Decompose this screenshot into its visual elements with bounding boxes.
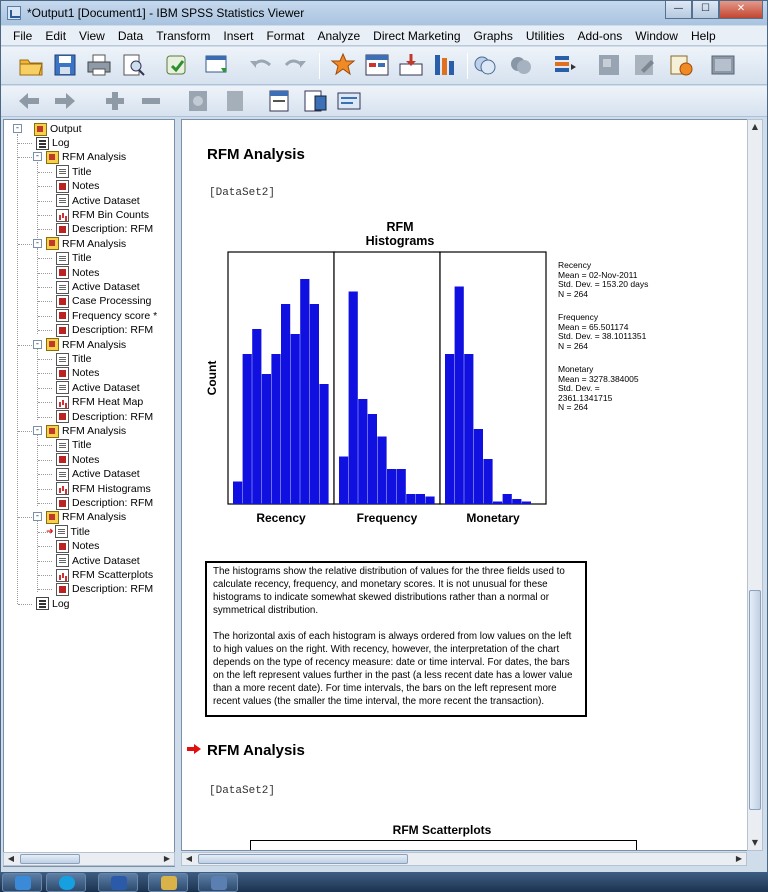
description-paragraph-2: The horizontal axis of each histogram is always ordered from low values on the left to high values on the right. With recency, however, the interpretation of the chart depends on the type of recency measure: date or time interval. For dates, the bars on the left represent values further in the past (a less recent date has a lower value than a more recent date). For time intervals, the bars on the left represent more recent values (the smaller the time interval, the more recent the transaction). [213, 631, 573, 707]
description-paragraph-1: The histograms show the relative distribution of values for the three fields used to calculate recency, frequency, and monetary scores. It is not unusual for these histograms to indicate somewhat skewed distributions rather than a normal or symmetrical distribution. [213, 566, 565, 616]
tree-item-label: RFM Analysis [62, 151, 127, 164]
redo-icon[interactable] [281, 52, 309, 78]
redoc-icon [56, 497, 69, 510]
scroll-right-arrow-icon[interactable]: ▶ [163, 854, 171, 863]
tree-item[interactable] [46, 525, 90, 539]
tree-connector [38, 359, 52, 360]
window-title: *Output1 [Document1] - IBM SPSS Statistics Viewer [27, 6, 305, 20]
vertical-scroll-thumb[interactable] [749, 590, 761, 810]
dataset-label-1: [DataSet2] [209, 187, 276, 199]
outline-navigator-pane[interactable] [3, 119, 175, 867]
stats-line: Mean = 3278.384005 [558, 373, 639, 384]
book-icon [46, 151, 59, 164]
tree-connector [38, 489, 52, 490]
histogram-bar [493, 502, 502, 505]
tree-item[interactable] [56, 309, 157, 323]
menu-add-ons[interactable]: Add-ons [577, 29, 623, 43]
stats-frequency [558, 313, 646, 351]
content-horizontal-scrollbar[interactable] [181, 852, 747, 866]
tree-item-label: Active Dataset [72, 381, 140, 394]
value-labels-icon[interactable] [507, 52, 535, 78]
redoc-icon [56, 309, 69, 322]
skype-icon [59, 876, 75, 890]
redoc-icon [56, 266, 69, 279]
doc-icon [56, 381, 69, 394]
insert-text-icon[interactable] [335, 88, 363, 114]
scroll-down-arrow-icon[interactable]: ▼ [751, 838, 759, 847]
tree-connector [38, 301, 52, 302]
tree-connector [38, 273, 52, 274]
tree-item[interactable] [46, 338, 126, 352]
insert-data-icon[interactable] [397, 52, 425, 78]
tree-connector [38, 445, 52, 446]
tree-item-label: Title [72, 439, 92, 452]
chart-icon [56, 482, 69, 495]
menu-format[interactable]: Format [266, 29, 305, 43]
tree-item[interactable] [56, 222, 153, 236]
panel-label: Recency [256, 511, 306, 525]
menu-edit[interactable]: Edit [45, 29, 67, 43]
dataset-label-2: [DataSet2] [209, 785, 276, 797]
expander-rfm-analysis[interactable]: - [34, 338, 41, 349]
stats-line: Std. Dev. = 38.1011351 [558, 331, 647, 341]
menu-data[interactable]: Data [117, 29, 144, 43]
doc-icon [56, 554, 69, 567]
histogram-bar [503, 494, 512, 504]
histogram-bar [271, 354, 280, 504]
tree-connector [38, 201, 52, 202]
goto-data-icon[interactable] [329, 52, 357, 78]
redoc-icon [56, 367, 69, 380]
histogram-bar [464, 354, 473, 504]
histogram-bar [243, 354, 252, 504]
title-bar[interactable] [1, 1, 767, 25]
histogram-bar [233, 482, 242, 505]
minimize-button[interactable]: — [665, 1, 692, 19]
tree-item[interactable] [56, 323, 153, 337]
histogram-bar [310, 304, 319, 504]
windows-taskbar [0, 872, 768, 892]
output-content-pane[interactable] [181, 119, 749, 851]
scroll-up-arrow-icon[interactable]: ▲ [751, 122, 759, 131]
tree-item-label: RFM Scatterplots [72, 569, 154, 581]
scroll-right-arrow-icon[interactable]: ▶ [735, 854, 743, 863]
rfm-histograms-chart[interactable] [202, 248, 552, 538]
taskbar-skype[interactable] [46, 873, 86, 892]
print-preview-icon[interactable] [119, 52, 147, 78]
edit-icon[interactable] [631, 52, 659, 78]
doc-icon [56, 281, 69, 294]
tree-item-label: Active Dataset [72, 554, 140, 567]
tree-connector [38, 229, 52, 230]
doc-icon [56, 353, 69, 366]
redoc-icon [56, 410, 69, 423]
chart-title[interactable] [330, 220, 470, 248]
histogram-bar [358, 399, 367, 504]
open-folder-icon[interactable] [17, 52, 45, 78]
doc-icon [56, 194, 69, 207]
folder-icon [161, 876, 177, 890]
hide-icon[interactable] [221, 88, 249, 114]
tree-item[interactable] [56, 554, 140, 568]
tree-item-label: Active Dataset [72, 281, 140, 293]
tree-item[interactable] [56, 366, 99, 380]
chart-icon [56, 569, 69, 582]
doc-icon [56, 165, 69, 178]
book-icon [34, 123, 47, 136]
navigator-horizontal-scrollbar[interactable] [3, 852, 175, 866]
tree-item-label: Notes [72, 180, 100, 193]
tree-item[interactable] [56, 194, 140, 208]
variables-icon[interactable] [431, 52, 459, 78]
histogram-bar [387, 469, 396, 504]
select-icon[interactable] [551, 52, 579, 78]
tree-item-label: Title [72, 165, 92, 178]
word-icon [111, 876, 127, 890]
tree-connector [18, 244, 32, 245]
tree-connector [18, 143, 32, 144]
stats-line: Frequency [558, 312, 599, 322]
histogram-bar [483, 459, 492, 504]
histogram-bar [252, 329, 261, 504]
histogram-bar [262, 374, 271, 504]
tree-item-label: Description: RFM [72, 583, 154, 596]
stats-line: Std. Dev. = [558, 383, 600, 393]
tree-connector [38, 460, 52, 461]
book-icon [46, 425, 59, 438]
tree-item[interactable] [36, 136, 70, 150]
expander-rfm-analysis[interactable]: - [34, 511, 41, 522]
histogram-bar [445, 354, 454, 504]
save-icon[interactable] [51, 52, 79, 78]
tree-root-output[interactable] [34, 122, 82, 136]
current-item-arrow-icon [187, 744, 201, 754]
tree-connector [18, 431, 32, 432]
histogram-bar [319, 384, 328, 504]
stats-line: N = 264 [558, 402, 589, 412]
stats-recency [558, 261, 648, 299]
navigator-scroll-thumb[interactable] [20, 854, 80, 864]
histogram-bar [406, 494, 415, 504]
menu-utilities[interactable]: Utilities [525, 29, 565, 43]
histogram-bar [425, 497, 434, 505]
redoc-icon [56, 180, 69, 193]
tree-item[interactable] [56, 266, 99, 280]
stats-line: Mean = 65.501174 [558, 321, 629, 332]
tree-connector [38, 388, 52, 389]
tree-item-label: Active Dataset [72, 468, 140, 481]
menu-file[interactable]: File [13, 29, 33, 43]
redoc-icon [56, 295, 69, 308]
stats-line: N = 264 [558, 340, 589, 351]
collapse-minus-icon[interactable] [137, 88, 165, 114]
tree-item-label: Description: RFM [72, 324, 154, 337]
tree-item-label: Notes [72, 540, 100, 553]
tree-item-label: Description: RFM [72, 410, 154, 423]
tree-item-label: Title [70, 525, 90, 538]
tree-item[interactable] [56, 280, 140, 294]
doc-icon [56, 439, 69, 452]
histogram-bar [281, 304, 290, 504]
redoc-icon [56, 223, 69, 236]
tree-item-label: Notes [72, 453, 100, 466]
histogram-bar [522, 502, 531, 505]
tree-item[interactable] [36, 597, 70, 611]
tree-item[interactable] [56, 395, 143, 409]
doc-icon [55, 525, 68, 538]
tree-item-label: Notes [72, 367, 100, 380]
tree-connector [38, 330, 52, 331]
tree-item-label: RFM Analysis [62, 338, 127, 351]
stats-line: Std. Dev. = 153.20 days [558, 279, 649, 289]
histogram-bar [368, 414, 377, 504]
tree-connector [38, 373, 52, 374]
tree-item-label: Title [72, 252, 92, 265]
histogram-bar [377, 437, 386, 505]
expand-plus-icon[interactable] [101, 88, 129, 114]
export-icon[interactable] [163, 52, 191, 78]
current-item-arrow-icon: ➜ [46, 526, 54, 537]
panel-label: Monetary [466, 511, 520, 525]
stats-line: Mean = 02-Nov-2011 [558, 269, 638, 280]
demote-arrow-right-icon[interactable] [51, 88, 79, 114]
book-icon [46, 338, 59, 351]
menu-help[interactable]: Help [690, 29, 716, 43]
log-icon [36, 137, 49, 150]
redoc-icon [56, 453, 69, 466]
designate-window-icon[interactable] [595, 52, 623, 78]
menu-graphs[interactable]: Graphs [473, 29, 513, 43]
stats-line: 2361.1341715 [558, 392, 613, 403]
spss-window-icon[interactable] [709, 52, 737, 78]
tree-item[interactable] [56, 568, 153, 582]
expander-rfm-analysis[interactable]: - [34, 237, 41, 248]
scroll-left-arrow-icon[interactable]: ◀ [185, 854, 193, 863]
tree-connector [38, 503, 52, 504]
tree-item-label: RFM Histograms [72, 482, 151, 495]
chart-title-line-1: RFM [386, 220, 414, 234]
main-toolbar [1, 47, 767, 85]
tree-item[interactable] [56, 294, 151, 308]
histogram-bar [339, 457, 348, 505]
stats-line: Recency [558, 260, 592, 270]
tree-item-label: RFM Analysis [62, 237, 127, 250]
expander-rfm-analysis[interactable]: - [34, 425, 41, 435]
menu-insert[interactable]: Insert [223, 29, 254, 43]
expander-rfm-analysis[interactable]: - [34, 151, 41, 162]
promote-arrow-left-icon[interactable] [15, 88, 43, 114]
outline-toolbar [1, 86, 767, 117]
print-icon[interactable] [85, 52, 113, 78]
tree-connector [38, 215, 52, 216]
stats-monetary [558, 365, 639, 413]
panel-label: Frequency [356, 511, 418, 525]
tree-connector [38, 402, 52, 403]
tree-item[interactable] [56, 179, 99, 193]
y-axis-label: Count [205, 360, 219, 396]
tree-connector [38, 258, 52, 259]
expander-root[interactable]: - [14, 123, 21, 133]
spss-app-icon[interactable] [7, 6, 21, 20]
tree-item[interactable] [56, 352, 91, 366]
close-button[interactable]: ✕ [719, 1, 763, 19]
tree-item[interactable] [46, 424, 126, 438]
tree-item[interactable] [56, 208, 149, 222]
tree-connector [18, 604, 32, 605]
stats-line: Monetary [558, 364, 594, 374]
tree-item-label: Description: RFM [72, 497, 154, 509]
tree-connector [38, 474, 52, 475]
tree-connector [38, 561, 52, 562]
chart-icon [56, 396, 69, 409]
content-vertical-scrollbar[interactable] [747, 119, 763, 851]
redoc-icon [56, 540, 69, 553]
tree-item[interactable] [56, 582, 153, 596]
redoc-icon [56, 324, 69, 337]
tree-connector [18, 517, 32, 518]
histogram-bar [474, 429, 483, 504]
script-icon[interactable] [667, 52, 695, 78]
tree-item-label: Active Dataset [72, 194, 140, 207]
maximize-button[interactable]: ☐ [692, 1, 719, 19]
tree-item[interactable] [56, 453, 99, 467]
undo-icon[interactable] [247, 52, 275, 78]
taskbar-explorer[interactable] [148, 873, 188, 892]
scatterplots-title[interactable]: RFM Scatterplots [392, 823, 492, 837]
tree-item-label: RFM Bin Counts [72, 209, 150, 221]
tree-connector [38, 417, 52, 418]
rfm-heading-1[interactable]: RFM Analysis [207, 146, 305, 163]
tree-item[interactable] [56, 539, 99, 553]
tree-connector [18, 157, 32, 158]
menu-view[interactable]: View [79, 29, 105, 43]
tree-item-label: Case Processing [72, 295, 152, 308]
menu-window[interactable]: Window [635, 29, 678, 43]
goto-case-icon[interactable] [363, 52, 391, 78]
taskbar-word[interactable] [98, 873, 138, 892]
book-icon [46, 511, 59, 524]
tree-connector [18, 345, 32, 346]
tree-connector [38, 575, 52, 576]
histogram-bar [300, 279, 309, 504]
tree-item-label: Title [72, 353, 92, 365]
tree-item-label: Notes [72, 266, 100, 279]
histogram-bar [349, 292, 358, 505]
redoc-icon [56, 583, 69, 596]
tree-item[interactable] [46, 510, 126, 524]
tree-item[interactable] [56, 251, 91, 265]
menu-bar [1, 26, 767, 46]
tree-item[interactable] [56, 467, 140, 481]
description-textbox[interactable] [205, 561, 587, 717]
recall-dialog-icon[interactable] [203, 52, 231, 78]
start-orb-icon [15, 876, 31, 890]
tree-item-label: RFM Analysis [62, 511, 127, 524]
tree-item-label: RFM Heat Map [72, 396, 144, 409]
insert-title-icon[interactable] [301, 88, 329, 114]
doc-icon [56, 252, 69, 265]
tree-connector [38, 589, 52, 590]
tree-item-label: Log [52, 137, 70, 149]
content-scroll-thumb[interactable] [198, 854, 408, 864]
tree-item[interactable] [46, 150, 126, 164]
tree-item[interactable] [56, 496, 153, 510]
scroll-left-arrow-icon[interactable]: ◀ [7, 854, 15, 863]
tree-connector [38, 546, 52, 547]
taskbar-start[interactable] [2, 873, 42, 892]
log-icon [36, 597, 49, 610]
tree-item-label: Log [52, 597, 70, 610]
tree-item[interactable] [56, 165, 91, 179]
histogram-bar [291, 334, 300, 504]
stats-line: N = 264 [558, 288, 589, 299]
scatterplots-chart-frame[interactable] [250, 840, 637, 851]
rfm-heading-2[interactable]: RFM Analysis [207, 742, 305, 759]
tree-item[interactable] [56, 438, 91, 452]
show-all-icon[interactable] [471, 52, 499, 78]
taskbar-spss[interactable] [198, 873, 238, 892]
histogram-bar [397, 469, 406, 504]
tree-item[interactable] [56, 482, 151, 496]
tree-connector [38, 186, 52, 187]
menu-transform[interactable]: Transform [156, 29, 211, 43]
chart-icon [56, 209, 69, 222]
show-icon[interactable] [185, 88, 213, 114]
histogram-bar [416, 494, 425, 504]
histogram-bar [512, 499, 521, 504]
histogram-bar [455, 287, 464, 505]
tree-connector [38, 316, 52, 317]
spss-icon [211, 876, 227, 890]
tree-item-label: RFM Analysis [62, 425, 127, 437]
chart-title-line-2: Histograms [365, 234, 435, 248]
tree-item[interactable] [46, 237, 126, 251]
tree-item[interactable] [56, 381, 140, 395]
tree-root-label: Output [50, 123, 82, 135]
book-icon [46, 237, 59, 250]
tree-item[interactable] [56, 410, 153, 424]
tree-connector [38, 172, 52, 173]
tree-item-label: Frequency score * [72, 309, 158, 322]
doc-icon [56, 468, 69, 481]
menu-analyze[interactable]: Analyze [317, 29, 361, 43]
tree-connector [38, 287, 52, 288]
menu-direct-marketing[interactable]: Direct Marketing [373, 29, 461, 43]
tree-item-label: Description: RFM [72, 223, 154, 236]
insert-heading-icon[interactable] [265, 88, 293, 114]
